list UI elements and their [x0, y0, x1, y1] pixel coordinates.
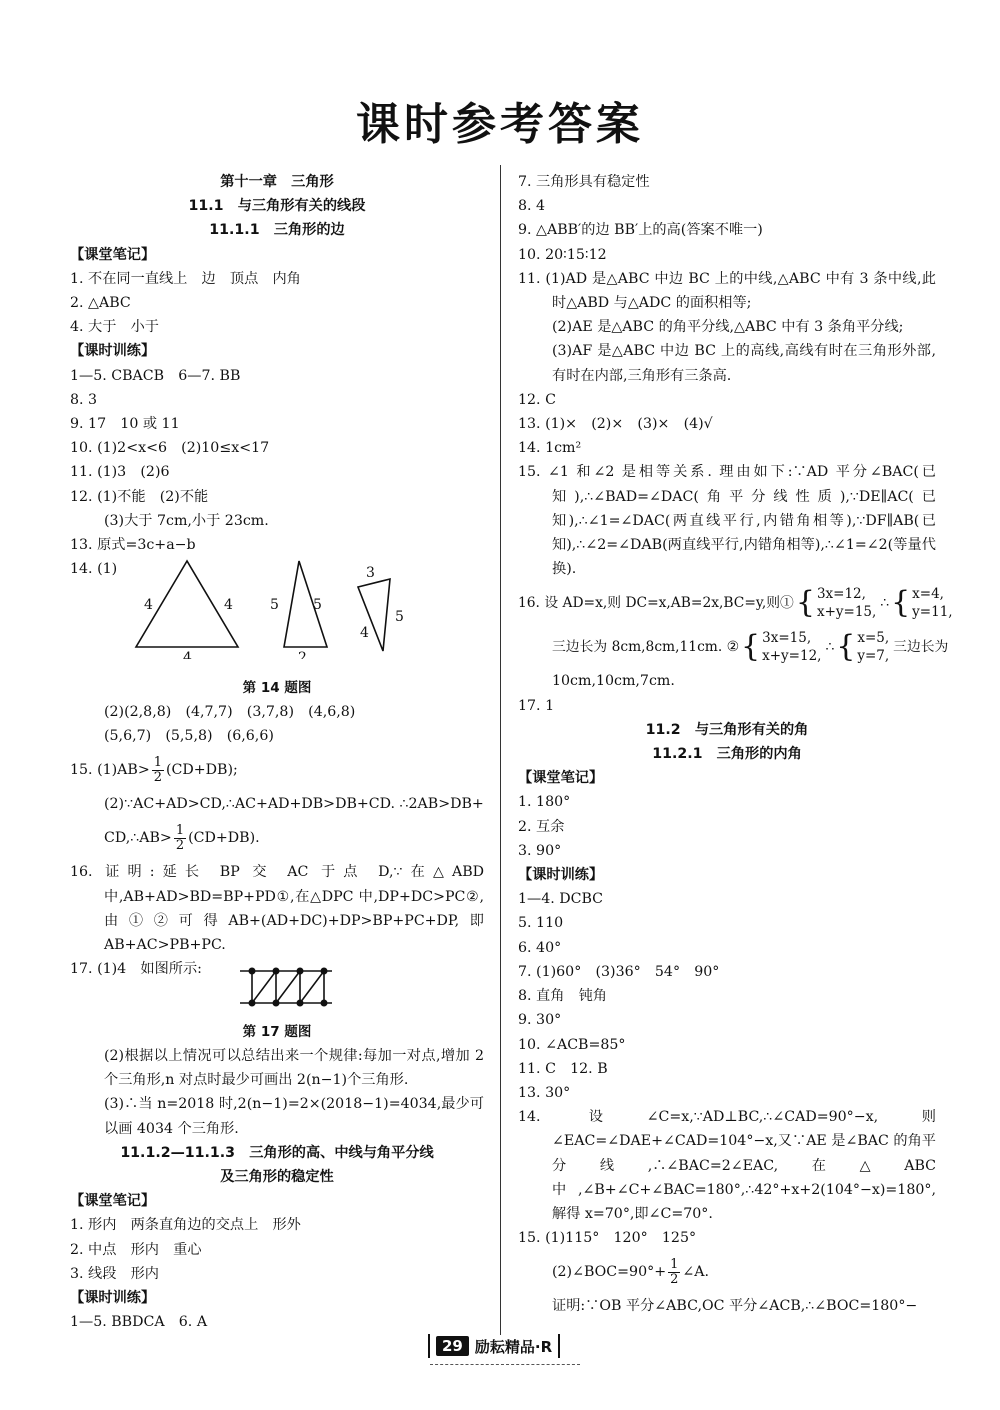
notes-label: 【课堂笔记】 [70, 246, 156, 263]
answer-paragraph: 16. 证明:延长 BP 交 AC 于点 D,∵在△ABD 中,AB+AD>BD=BP+PD①,在△DPC 中,DP+DC>PC②,由①②可得AB+(AD+DC)+DP>BP+PC+DP,即 AB+AC>PB+PC. [70, 864, 484, 954]
answer-line: 17. 1 [518, 697, 555, 714]
notes-label: 【课堂笔记】 [518, 770, 604, 787]
section-heading-11-1-2: 11.1.2—11.1.3 三角形的高、中线与角平分线 [120, 1144, 434, 1161]
answer-paragraph: (3)AF 是△ABC 中边 BC 上的高线,高线有时在三角形外部,有时在内部,三角形有三条高. [552, 343, 936, 384]
answer-line: 1. 180° [518, 794, 571, 811]
tri2-bottom-label: 2 [298, 650, 307, 660]
answer-paragraph: (3)∴当 n=2018 时,2(n−1)=2×(2018−1)=4034,最少可以画 4034 个三角形. [104, 1096, 484, 1137]
column-divider [500, 165, 501, 1335]
tri3-top-label: 3 [366, 565, 375, 582]
equation-solution: x=5, y=7, [857, 630, 890, 665]
notes-label: 【课堂笔记】 [70, 1193, 156, 1210]
equation-solution: x=4, y=11, [912, 586, 953, 621]
page-footer [428, 1333, 560, 1359]
tri2-right-label: 5 [313, 597, 322, 614]
answer-paragraph: 11. (1)AD 是△ABC 中边 BC 上的中线,△ABC 中有 3 条中线,此时△ABD 与△ADC 的面积相等; [518, 270, 936, 312]
fraction: $\frac{1}{2}$ [670, 1256, 679, 1287]
figure-14-caption: 第 14 题图 [242, 679, 312, 696]
tri3-left-label: 4 [360, 625, 369, 642]
equation-system: 3x=12, x+y=15, [816, 586, 877, 621]
answer-line-fraction: 15. (1)AB> $\frac{1}{2}$ (CD+DB); [70, 754, 238, 785]
answer-line: 10cm,10cm,7cm. [552, 673, 675, 690]
tri1-left-label: 4 [144, 597, 153, 614]
answer-line: 13. 30° [518, 1084, 571, 1101]
tri1-bottom-label: 4 [183, 650, 192, 660]
answer-paragraph: 15. ∠1 和∠2 是相等关系. 理由如下:∵AD 平分∠BAC(已知),∴∠BAD=∠DAC(角平分线性质),∵DE∥AC(已知),∴∠1=∠DAC(两直线平行,内错角相等),∵DF∥AB(已知),∴∠2=∠DAB(两直线平行,内错角相等),∴∠1=∠2(等量代换). [518, 464, 936, 578]
answer-line: (3)大于 7cm,小于 23cm. [104, 512, 269, 529]
answer-line: 1. 不在同一直线上 边 顶点 内角 [70, 270, 301, 287]
training-label: 【课时训练】 [518, 867, 604, 884]
section-heading-11-2: 11.2 与三角形有关的角 [645, 721, 809, 738]
answer-line: 12. (1)不能 (2)不能 [70, 488, 209, 505]
answer-line: 13. (1)× (2)× (3)× (4)√ [518, 416, 713, 433]
section-heading-11-1-2-cont: 及三角形的稳定性 [220, 1168, 334, 1185]
answer-line: 1—4. DCBC [518, 891, 604, 908]
footer-dashed-rule [430, 1364, 580, 1365]
figure-17-caption: 第 17 题图 [242, 1023, 312, 1040]
answer-line: (2)(2,8,8) (4,7,7) (3,7,8) (4,6,8) [104, 703, 356, 720]
answer-line: 6. 40° [518, 939, 562, 956]
answer-line: 4. 大于 小于 [70, 319, 159, 336]
tri1-right-label: 4 [224, 597, 233, 614]
page-number: 29 [436, 1336, 469, 1356]
tri2-left-label: 5 [270, 597, 279, 614]
answer-line: 3. 线段 形内 [70, 1265, 159, 1282]
figure-14-triangles [70, 559, 484, 659]
answer-line: 1—5. CBACB 6—7. BB [70, 367, 241, 384]
page-title: 课时参考答案 [356, 99, 644, 150]
answer-paragraph: (2)AE 是△ABC 的角平分线,△ABC 中有 3 条角平分线; [552, 319, 904, 336]
answer-paragraph: (2)根据以上情况可以总结出来一个规律:每加一对点,增加 2 个三角形,n 对点时最少可画出 2(n−1)个三角形. [104, 1047, 484, 1089]
answer-line: 9. 30° [518, 1012, 562, 1029]
chapter-heading: 第十一章 三角形 [220, 174, 334, 190]
answer-line: 14. (1) [70, 561, 118, 578]
answer-line-fraction: CD,∴AB> $\frac{1}{2}$ (CD+DB). [104, 822, 260, 853]
section-heading-11-2-1: 11.2.1 三角形的内角 [652, 746, 802, 763]
answer-line: 15. (1)115° 120° 125° [518, 1230, 697, 1247]
answer-line: 10. ∠ACB=85° [518, 1036, 626, 1053]
equation-line: 16. 设 AD=x,则 DC=x,AB=2x,BC=y,则① { 3x=12, x+y=15, ∴ { x=4, y=11, [518, 585, 953, 621]
answer-line: 1—5. BBDCA 6. A [70, 1314, 208, 1331]
answer-line: 2. 互余 [518, 818, 565, 835]
fraction: $\frac{1}{2}$ [153, 754, 163, 785]
answer-line: 1. 形内 两条直角边的交点上 形外 [70, 1217, 301, 1234]
brand-name: 励耘精品·R [474, 1337, 553, 1356]
answer-paragraph: 14. 设∠C=x,∵AD⊥BC,∴∠CAD=90°−x,则∠EAC=∠DAE+∠CAD=104°−x,又∵AE 是∠BAC 的角平分线,∴∠BAC=2∠EAC,在△ABC 中,∠B+∠C+∠BAC=180°,∴42°+x+2(104°−x)=180°,解得 x=70°,即∠C=70°. [518, 1109, 936, 1222]
answer-line: 证明:∵OB 平分∠ABC,OC 平分∠ACB,∴∠BOC=180°− [552, 1298, 918, 1315]
answer-line: (5,6,7) (5,5,8) (6,6,6) [104, 728, 274, 745]
answer-line: 7. 三角形具有稳定性 [518, 174, 650, 190]
equation-system: 3x=15, x+y=12, [762, 630, 822, 665]
answer-line-fraction: (2)∠BOC=90°+ $\frac{1}{2}$ ∠A. [552, 1256, 710, 1287]
right-column [518, 170, 953, 1319]
answer-line: 2. △ABC [70, 295, 131, 312]
training-label: 【课时训练】 [70, 1289, 156, 1306]
section-heading-11-1-1: 11.1.1 三角形的边 [209, 222, 345, 239]
answer-line: 7. (1)60° (3)36° 54° 90° [518, 963, 720, 980]
answer-line: 14. 1cm² [518, 440, 582, 457]
training-label: 【课时训练】 [70, 343, 156, 360]
answer-line: 3. 90° [518, 842, 562, 859]
fraction: $\frac{1}{2}$ [175, 822, 185, 853]
answer-line: 12. C [518, 391, 556, 408]
answer-line: 13. 原式=3c+a−b [70, 537, 196, 554]
answer-line: 10. 20∶15∶12 [518, 246, 607, 263]
answer-line: 8. 4 [518, 198, 546, 215]
left-column [70, 170, 484, 1334]
answer-line: 9. △ABB′的边 BB′上的高(答案不唯一) [518, 222, 763, 239]
answer-line: 11. (1)3 (2)6 [70, 464, 170, 481]
answer-line: 17. (1)4 如图所示: [70, 961, 202, 978]
answer-line: 5. 110 [518, 915, 564, 932]
figure-17-dots [70, 963, 484, 1009]
section-heading-11-1: 11.1 与三角形有关的线段 [188, 198, 366, 215]
answer-line: 8. 直角 钝角 [518, 988, 607, 1005]
answer-line: 8. 3 [70, 391, 98, 408]
answer-line: (2)∵AC+AD>CD,∴AC+AD+DB>DB+CD. ∴2AB>DB+ [104, 796, 484, 813]
tri3-right-label: 5 [395, 609, 404, 626]
answer-line: 10. (1)2<x<6 (2)10≤x<17 [70, 440, 270, 457]
answer-line: 11. C 12. B [518, 1060, 608, 1077]
equation-line: 三边长为 8cm,8cm,11cm. ② { 3x=15, x+y=12, ∴ { x=5, y=7, 三边长为 [552, 629, 949, 665]
answer-line: 2. 中点 形内 重心 [70, 1241, 202, 1258]
answer-line: 9. 17 10 或 11 [70, 416, 180, 433]
